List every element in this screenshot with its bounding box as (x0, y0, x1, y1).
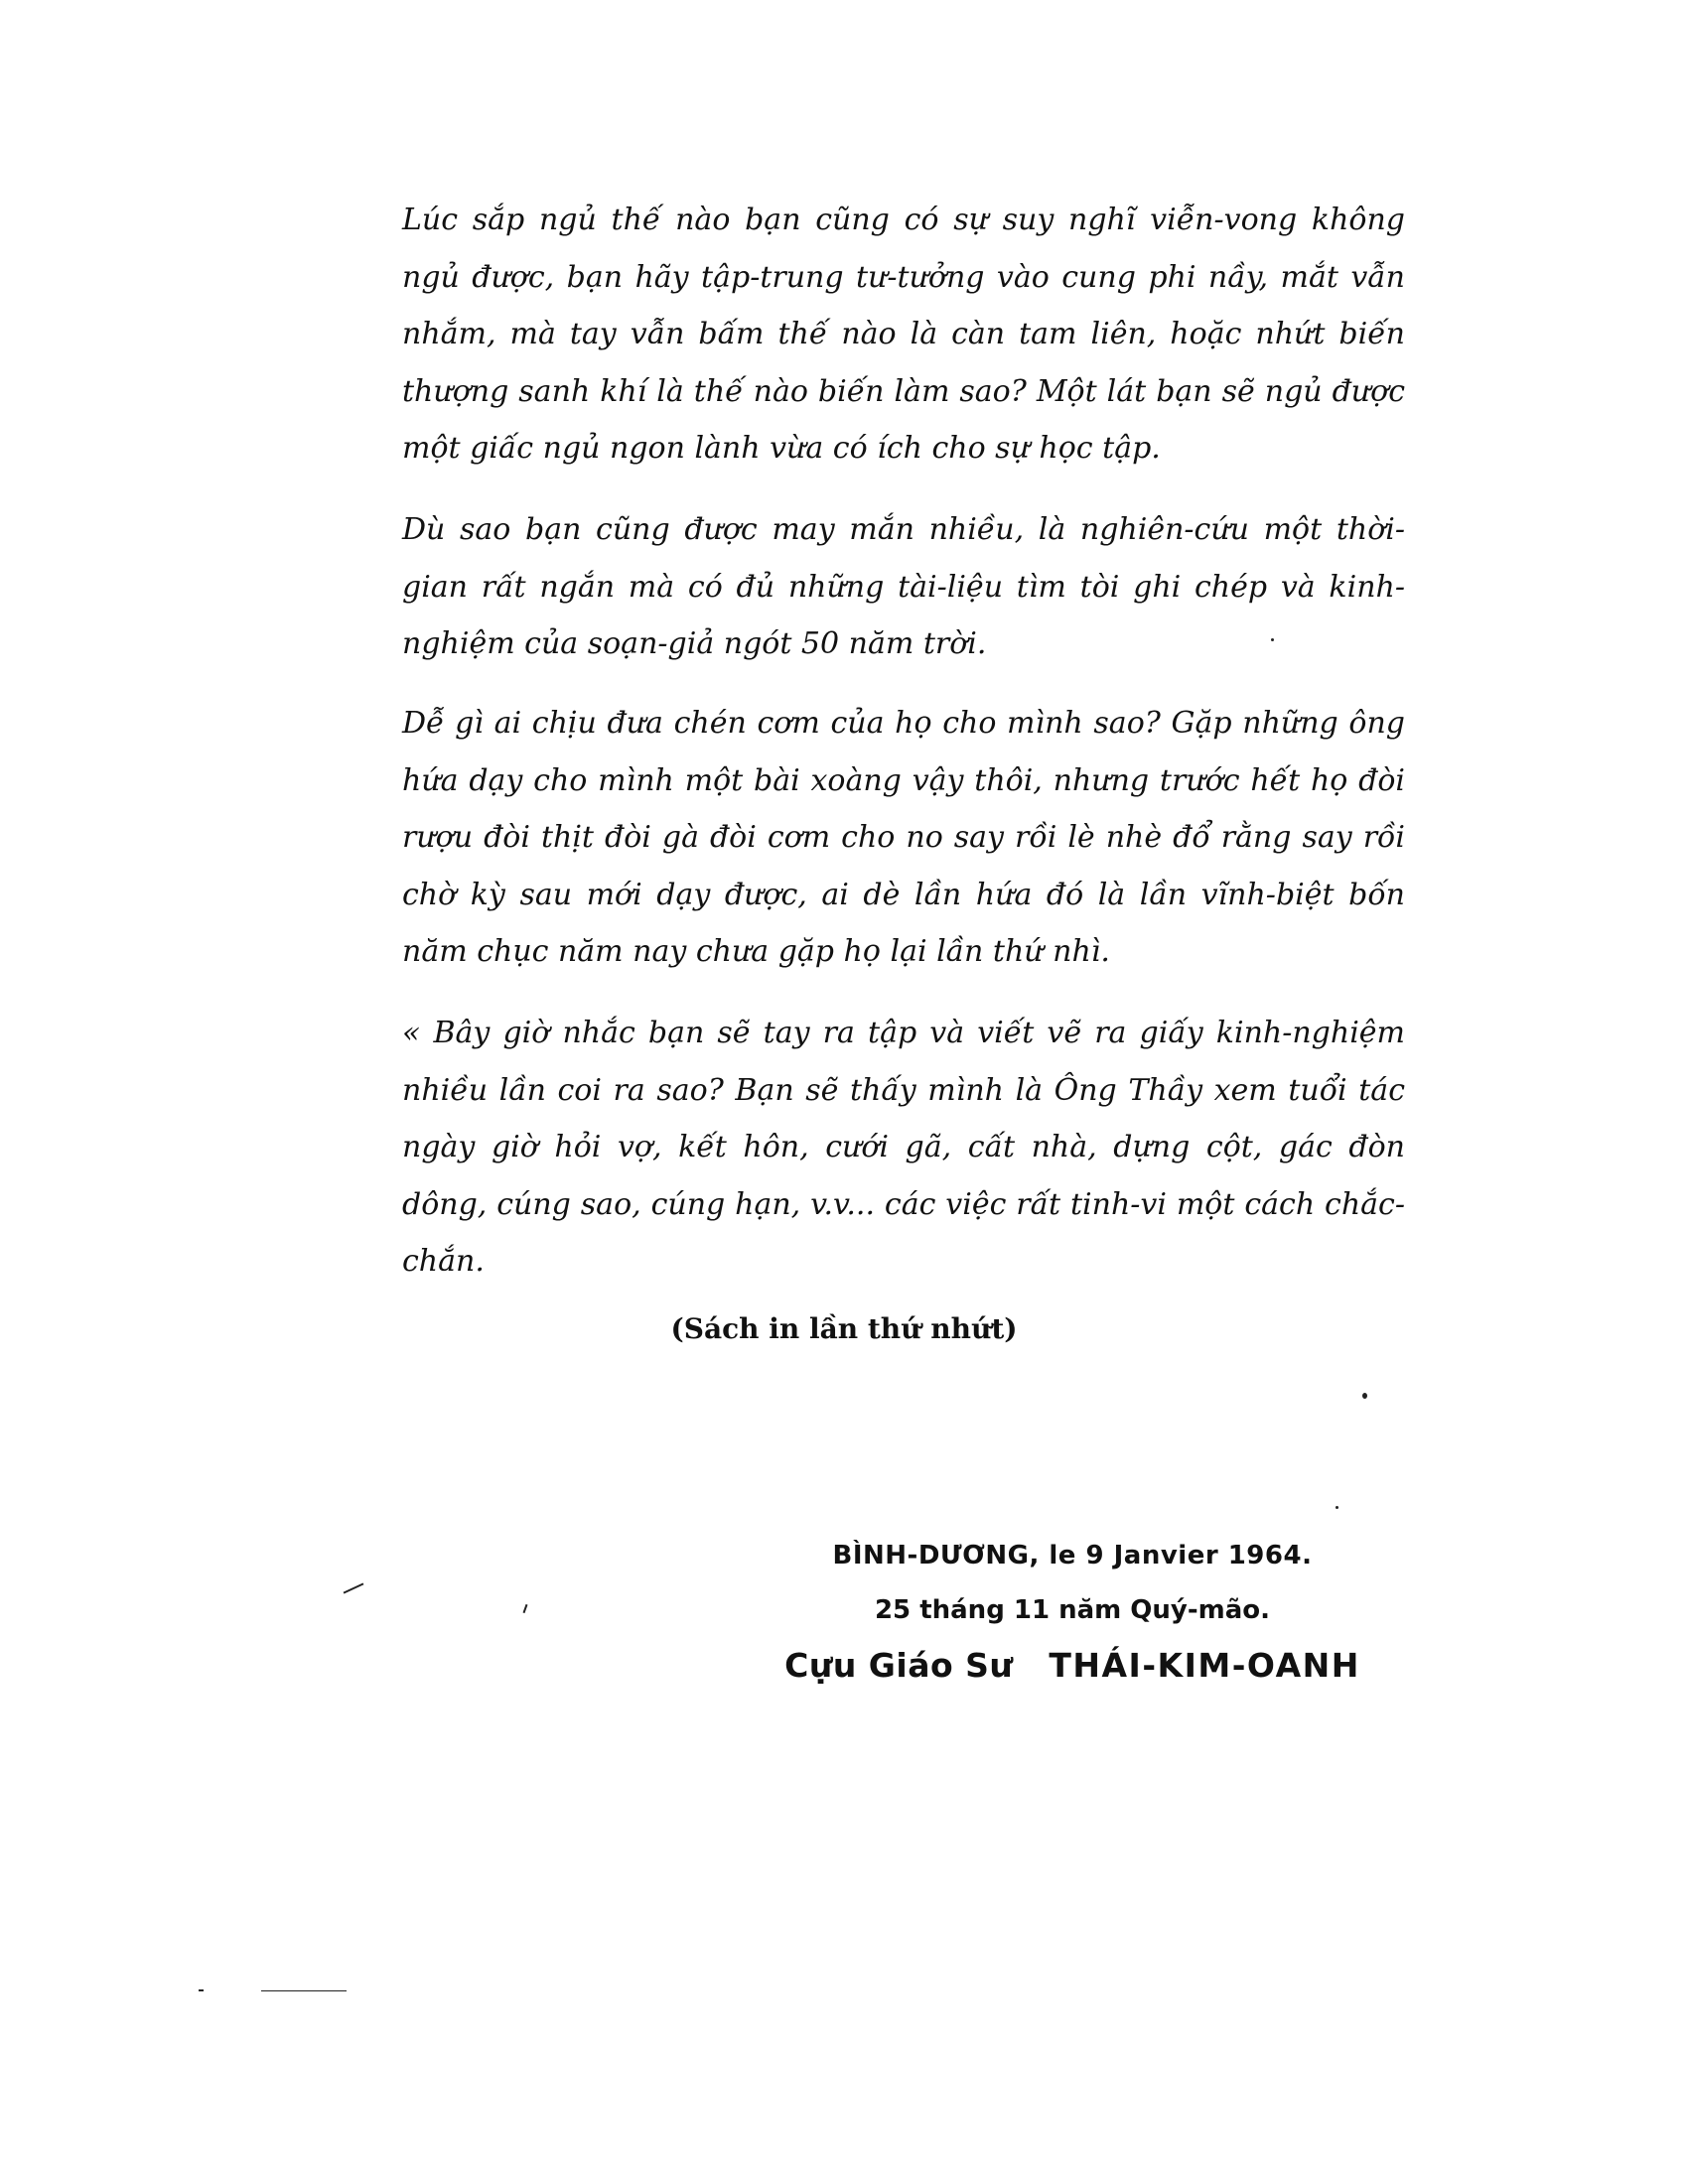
edition-note: (Sách in lần thứ nhứt) (670, 1312, 1018, 1345)
signature-lunar-date: 25 tháng 11 năm Quý-mão. (874, 1595, 1271, 1625)
paragraph-fortune: Dù sao bạn cũng được may mắn nhiều, là nghiên-cứu một thời-gian rất ngắn mà có đủ những tài-liệu tìm tòi ghi chép và kinh-nghiệm của soạn-giả ngót 50 năm trời. (402, 512, 1405, 661)
author-title: Cựu Giáo Sư (784, 1646, 1014, 1685)
scan-mark (344, 1582, 364, 1593)
scan-speck (1271, 638, 1274, 641)
author-name: THÁI-KIM-OANH (1049, 1646, 1360, 1685)
paragraph-practice-advice: « Bây giờ nhắc bạn sẽ tay ra tập và viết vẽ ra giấy kinh-nghiệm nhiều lần coi ra sao? Bạn sẽ thấy mình là Ông Thầy xem tuổi tác ngày giờ hỏi vợ, kết hôn, cưới gã, cất nhà, dựng cột, gác đòn dông, cúng sao, cúng hạn, v.v... các việc rất tinh-vi một cách chắc-chắn. (402, 1016, 1405, 1279)
paragraph-teachers: Dễ gì ai chịu đưa chén cơm của họ cho mình sao? Gặp những ông hứa dạy cho mình một bài xoàng vậy thôi, nhưng trước hết họ đòi rượu đòi thịt đòi gà đòi cơm cho no say rồi lè nhè đổ rằng say rồi chờ kỳ sau mới dạy được, ai dè lần hứa đó là lần vĩnh-biệt bốn năm chục năm nay chưa gặp họ lại lần thứ nhì. (402, 706, 1405, 969)
signature-author (774, 1646, 1370, 1685)
scan-mark (523, 1604, 528, 1613)
scan-mark (261, 1990, 347, 1991)
scan-speck (1362, 1393, 1367, 1399)
paragraph-sleep-practice: Lúc sắp ngủ thế nào bạn cũng có sự suy nghĩ viễn-vong không ngủ được, bạn hãy tập-trung tư-tưởng vào cung phi nầy, mắt vẫn nhắm, mà tay vẫn bấm thế nào là càn tam liên, hoặc nhứt biến thượng sanh khí là thế nào biến làm sao? Một lát bạn sẽ ngủ được một giấc ngủ ngon lành vừa có ích cho sự học tập. (402, 203, 1405, 466)
scan-speck (1336, 1506, 1338, 1509)
signature-place-date: BÌNH-DƯƠNG, le 9 Janvier 1964. (832, 1541, 1313, 1570)
scan-mark (199, 1989, 204, 1991)
